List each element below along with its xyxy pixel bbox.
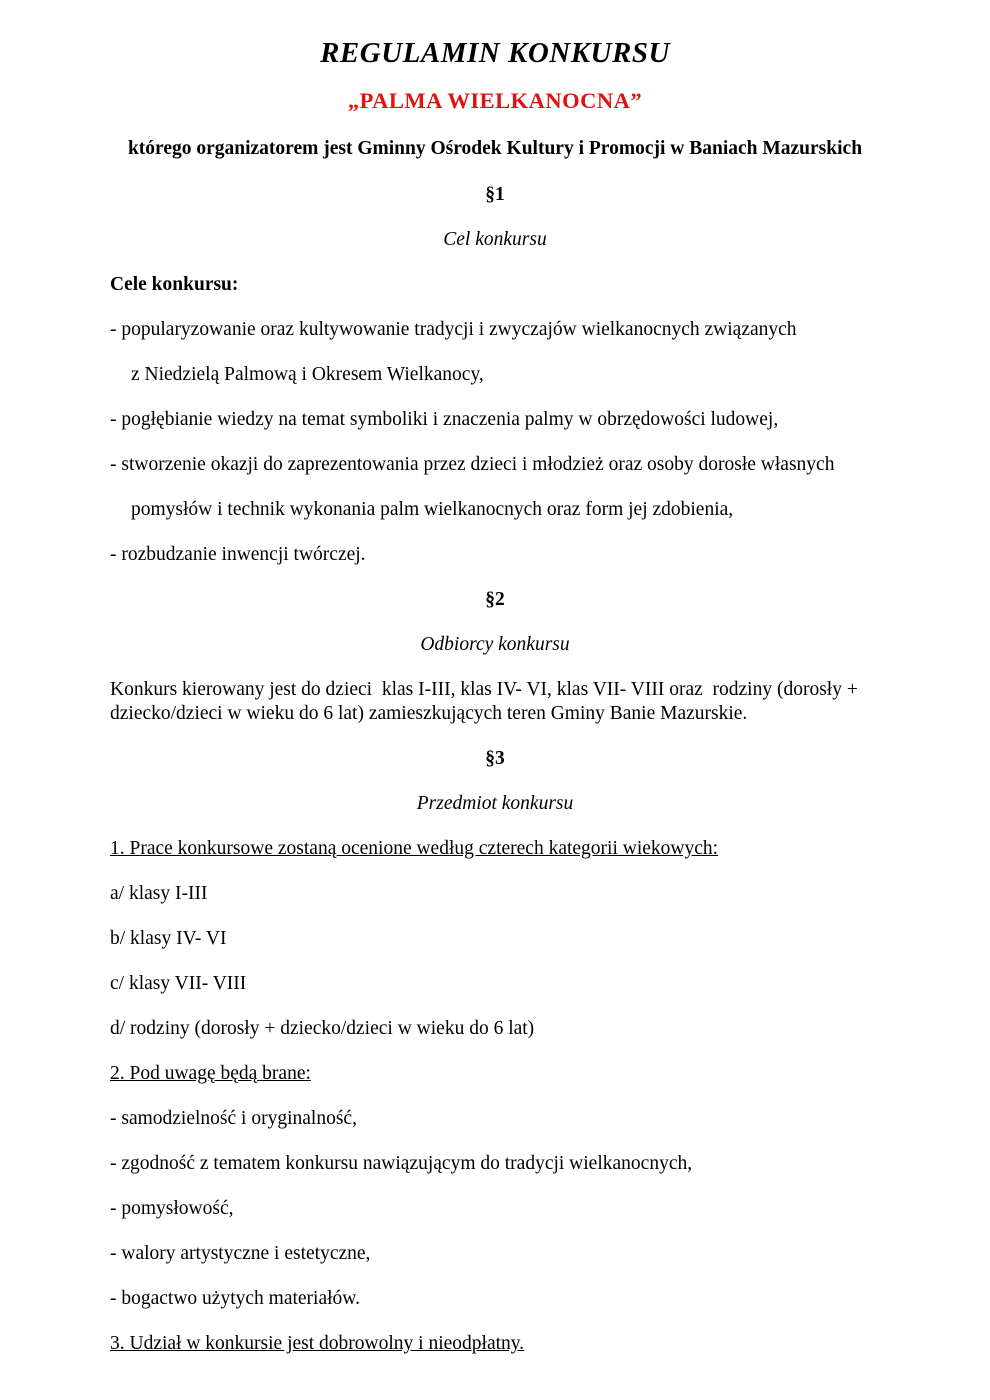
goal-item: - stworzenie okazji do zaprezentowania przez dzieci i młodzież oraz osoby dorosłe własnych	[110, 454, 835, 475]
section-3-heading: Przedmiot konkursu	[416, 793, 574, 814]
goal-item: - popularyzowanie oraz kultywowanie tradycji i zwyczajów wielkanocnych związanych	[110, 319, 797, 340]
criterion-item: - pomysłowość,	[110, 1198, 234, 1219]
criterion-item: - samodzielność i oryginalność,	[110, 1108, 357, 1129]
section-1-heading: Cel konkursu	[443, 229, 547, 250]
criterion-item: - walory artystyczne i estetyczne,	[110, 1243, 371, 1264]
age-category: b/ klasy IV- VI	[110, 928, 227, 949]
goal-item: - pogłębianie wiedzy na temat symboliki i znaczenia palmy w obrzędowości ludowej,	[110, 409, 779, 430]
document-title: REGULAMIN KONKURSU	[320, 37, 670, 69]
criterion-item: - zgodność z tematem konkursu nawiązującym do tradycji wielkanocnych,	[110, 1153, 693, 1174]
goals-intro-label: Cele konkursu:	[110, 274, 239, 295]
audience-paragraph-line: dziecko/dzieci w wieku do 6 lat) zamieszkujących teren Gminy Banie Mazurskie.	[110, 703, 748, 724]
section-1-number: §1	[485, 184, 505, 205]
audience-paragraph-line: Konkurs kierowany jest do dzieci klas I-III, klas IV- VI, klas VII- VIII oraz rodziny (dorosły +	[110, 679, 858, 700]
age-category: d/ rodziny (dorosły + dziecko/dzieci w wieku do 6 lat)	[110, 1018, 535, 1039]
rule-point-3: 3. Udział w konkursie jest dobrowolny i nieodpłatny.	[110, 1333, 525, 1354]
goal-item-continuation: z Niedzielą Palmową i Okresem Wielkanocy,	[131, 364, 484, 385]
organizer-line: którego organizatorem jest Gminny Ośrodek Kultury i Promocji w Baniach Mazurskich	[127, 138, 863, 159]
age-category: a/ klasy I-III	[110, 883, 208, 904]
rule-point-2: 2. Pod uwagę będą brane:	[110, 1063, 311, 1084]
section-3-number: §3	[485, 748, 505, 769]
audience-paragraph	[110, 678, 880, 726]
goal-item: - rozbudzanie inwencji twórczej.	[110, 544, 366, 565]
contest-name-subtitle: „PALMA WIELKANOCNA”	[347, 88, 643, 113]
age-category: c/ klasy VII- VIII	[110, 973, 247, 994]
rule-point-1: 1. Prace konkursowe zostaną ocenione według czterech kategorii wiekowych:	[110, 838, 719, 859]
section-2-heading: Odbiorcy konkursu	[420, 634, 570, 655]
criterion-item: - bogactwo użytych materiałów.	[110, 1288, 360, 1309]
section-2-number: §2	[485, 589, 505, 610]
goal-item-continuation: pomysłów i technik wykonania palm wielkanocnych oraz form jej zdobienia,	[131, 499, 734, 520]
